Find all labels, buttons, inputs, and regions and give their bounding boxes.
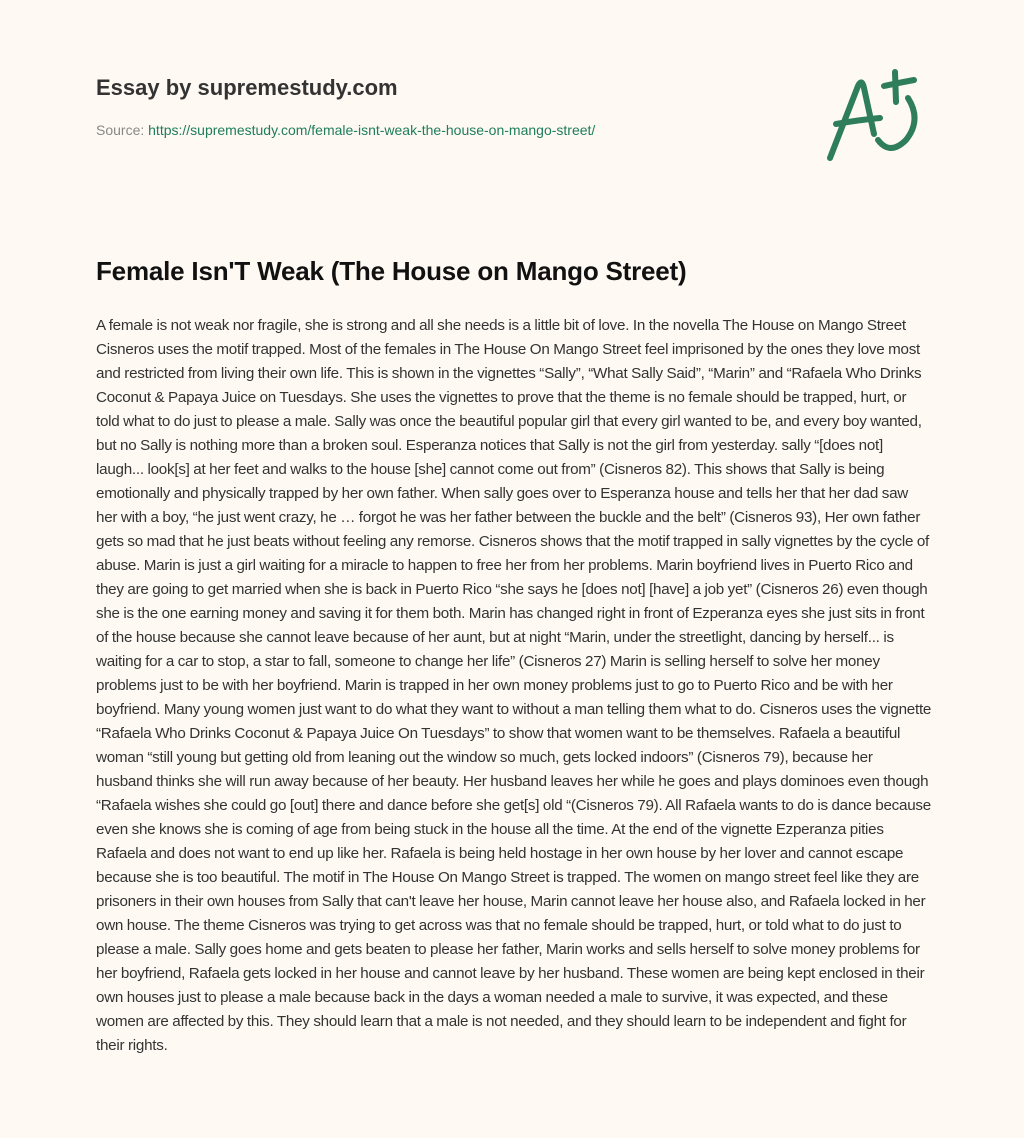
page-header (96, 74, 796, 139)
site-title: Essay by supremestudy.com (96, 75, 398, 100)
source-line (96, 121, 796, 139)
a-plus-grade-icon (818, 64, 930, 164)
source-link[interactable]: https://supremestudy.com/female-isnt-weak-the-house-on-mango-street/ (148, 122, 596, 138)
source-label: Source: (96, 122, 145, 138)
essay-title: Female Isn'T Weak (The House on Mango Street) (96, 256, 687, 286)
essay-body: A female is not weak nor fragile, she is strong and all she needs is a little bit of love. In the novella The House on Mango Street Cisneros uses the motif trapped. Most of the females in The House On Mango Street feel imprisoned by the ones they love most and restricted from living their own life. This is shown in the vignettes “Sally”, “What Sally Said”, “Marin” and “Rafaela Who Drinks Coconut & Papaya Juice on Tuesdays. She uses the vignettes to prove that the theme is no female should be trapped, hurt, or told what to do just to please a male. Sally was once the beautiful popular girl that every girl wanted to be, and every boy wanted, but no Sally is nothing more than a broken soul. Esperanza notices that Sally is not the girl from yesterday. sally “[does not] laugh... look[s] at her feet and walks to the house [she] cannot come out from” (Cisneros 82). This shows that Sally is being emotionally and physically trapped by her own father. When sally goes over to Esperanza house and tells her that her dad saw her with a boy, “he just went crazy, he … forgot he was her father between the buckle and the belt” (Cisneros 93), Her own father gets so mad that he just beats without feeling any remorse. Cisneros shows that the motif trapped in sally vignettes by the cycle of abuse. Marin is just a girl waiting for a miracle to happen to free her from her problems. Marin boyfriend lives in Puerto Rico and they are going to get married when she is back in Puerto Rico “she says he [does not] [have] a job yet” (Cisneros 26) even though she is the one earning money and saving it for them both. Marin has changed right in front of Ezperanza eyes she just sits in front of the house because she cannot leave because of her aunt, but at night “Marin, under the streetlight, dancing by herself... is waiting for a car to stop, a star to fall, someone to change her life” (Cisneros 27) Marin is selling herself to solve her money problems just to be with her boyfriend. Marin is trapped in her own money problems just to go to Puerto Rico and be with her boyfriend. Many young women just want to do what they want to without a man telling them what to do. Cisneros uses the vignette “Rafaela Who Drinks Coconut & Papaya Juice On Tuesdays” to show that women want to be themselves. Rafaela a beautiful woman “still young but getting old from leaning out the window so much, gets locked indoors” (Cisneros 79), because her husband thinks she will run away because of her beauty. Her husband leaves her while he goes and plays dominoes even though “Rafaela wishes she could go [out] there and dance before she get[s] old “(Cisneros 79). All Rafaela wants to do is dance because even she knows she is coming of age from being stuck in the house all the time. At the end of the vignette Ezperanza pities Rafaela and does not want to end up like her. Rafaela is being held hostage in her own house by her lover and cannot escape because she is too beautiful. The motif in The House On Mango Street is trapped. The women on mango street feel like they are prisoners in their own houses from Sally that can't leave her house, Marin cannot leave her house also, and Rafaela locked in her own house. The theme Cisneros was trying to get across was that no female should be trapped, hurt, or told what to do just to please a male. Sally goes home and gets beaten to please her father, Marin works and sells herself to solve money problems for her boyfriend, Rafaela gets locked in her house and cannot leave by her husband. These women are being kept enclosed in their own houses just to please a male because back in the days a woman needed a male to survive, it was expected, and these women are affected by this. They should learn that a male is not needed, and they should learn to be independent and fight for their rights. (96, 317, 932, 1054)
